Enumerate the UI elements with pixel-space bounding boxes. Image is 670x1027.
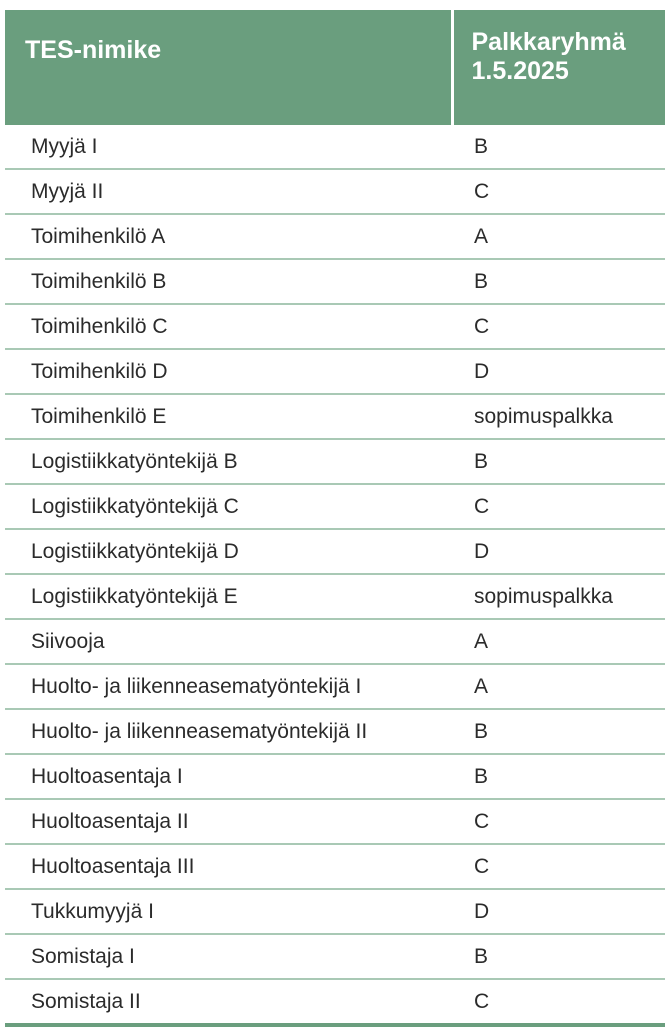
cell-tes-title: Myyjä II	[5, 169, 452, 214]
cell-salary-group: B	[452, 934, 665, 979]
table-row	[5, 214, 665, 259]
cell-tes-title: Somistaja I	[5, 934, 452, 979]
table-row	[5, 979, 665, 1025]
cell-tes-title: Toimihenkilö C	[5, 304, 452, 349]
table-row	[5, 844, 665, 889]
cell-salary-group: A	[452, 214, 665, 259]
cell-salary-group: B	[452, 125, 665, 169]
table-row	[5, 304, 665, 349]
salary-group-table	[5, 10, 665, 1027]
cell-tes-title: Toimihenkilö A	[5, 214, 452, 259]
cell-tes-title: Somistaja II	[5, 979, 452, 1025]
table-row	[5, 169, 665, 214]
cell-salary-group: sopimuspalkka	[452, 394, 665, 439]
cell-tes-title: Tukkumyyjä I	[5, 889, 452, 934]
header-tes-title-text: TES-nimike	[25, 36, 162, 64]
table-row	[5, 619, 665, 664]
table-row	[5, 439, 665, 484]
cell-salary-group: C	[452, 169, 665, 214]
cell-tes-title: Logistiikkatyöntekijä C	[5, 484, 452, 529]
header-salary-group-line2: 1.5.2025	[471, 57, 569, 85]
table-row	[5, 934, 665, 979]
table-row	[5, 259, 665, 304]
table-header	[5, 10, 665, 125]
cell-salary-group: C	[452, 484, 665, 529]
cell-salary-group: B	[452, 754, 665, 799]
cell-tes-title: Logistiikkatyöntekijä D	[5, 529, 452, 574]
table-row	[5, 349, 665, 394]
table-body	[5, 125, 665, 1025]
table-row	[5, 125, 665, 169]
cell-tes-title: Logistiikkatyöntekijä E	[5, 574, 452, 619]
cell-salary-group: sopimuspalkka	[452, 574, 665, 619]
salary-group-table-container	[5, 10, 665, 1027]
cell-tes-title: Huoltoasentaja III	[5, 844, 452, 889]
cell-salary-group: D	[452, 889, 665, 934]
table-row	[5, 709, 665, 754]
cell-salary-group: C	[452, 844, 665, 889]
cell-salary-group: A	[452, 664, 665, 709]
cell-tes-title: Siivooja	[5, 619, 452, 664]
table-row	[5, 754, 665, 799]
table-row	[5, 529, 665, 574]
table-row	[5, 484, 665, 529]
cell-salary-group: A	[452, 619, 665, 664]
cell-salary-group: B	[452, 439, 665, 484]
table-row	[5, 394, 665, 439]
cell-tes-title: Myyjä I	[5, 125, 452, 169]
table-row	[5, 889, 665, 934]
table-row	[5, 664, 665, 709]
cell-salary-group: B	[452, 259, 665, 304]
cell-tes-title: Huoltoasentaja I	[5, 754, 452, 799]
header-tes-title	[5, 10, 452, 125]
header-salary-group-line1: Palkkaryhmä	[471, 28, 626, 56]
cell-tes-title: Huolto- ja liikenneasematyöntekijä II	[5, 709, 452, 754]
header-row	[5, 10, 665, 125]
cell-salary-group: B	[452, 709, 665, 754]
cell-tes-title: Toimihenkilö B	[5, 259, 452, 304]
cell-tes-title: Huolto- ja liikenneasematyöntekijä I	[5, 664, 452, 709]
cell-tes-title: Logistiikkatyöntekijä B	[5, 439, 452, 484]
cell-salary-group: C	[452, 979, 665, 1025]
cell-salary-group: C	[452, 799, 665, 844]
table-row	[5, 799, 665, 844]
cell-tes-title: Toimihenkilö D	[5, 349, 452, 394]
cell-tes-title: Huoltoasentaja II	[5, 799, 452, 844]
cell-tes-title: Toimihenkilö E	[5, 394, 452, 439]
cell-salary-group: D	[452, 349, 665, 394]
cell-salary-group: D	[452, 529, 665, 574]
cell-salary-group: C	[452, 304, 665, 349]
header-salary-group	[452, 10, 665, 125]
table-row	[5, 574, 665, 619]
